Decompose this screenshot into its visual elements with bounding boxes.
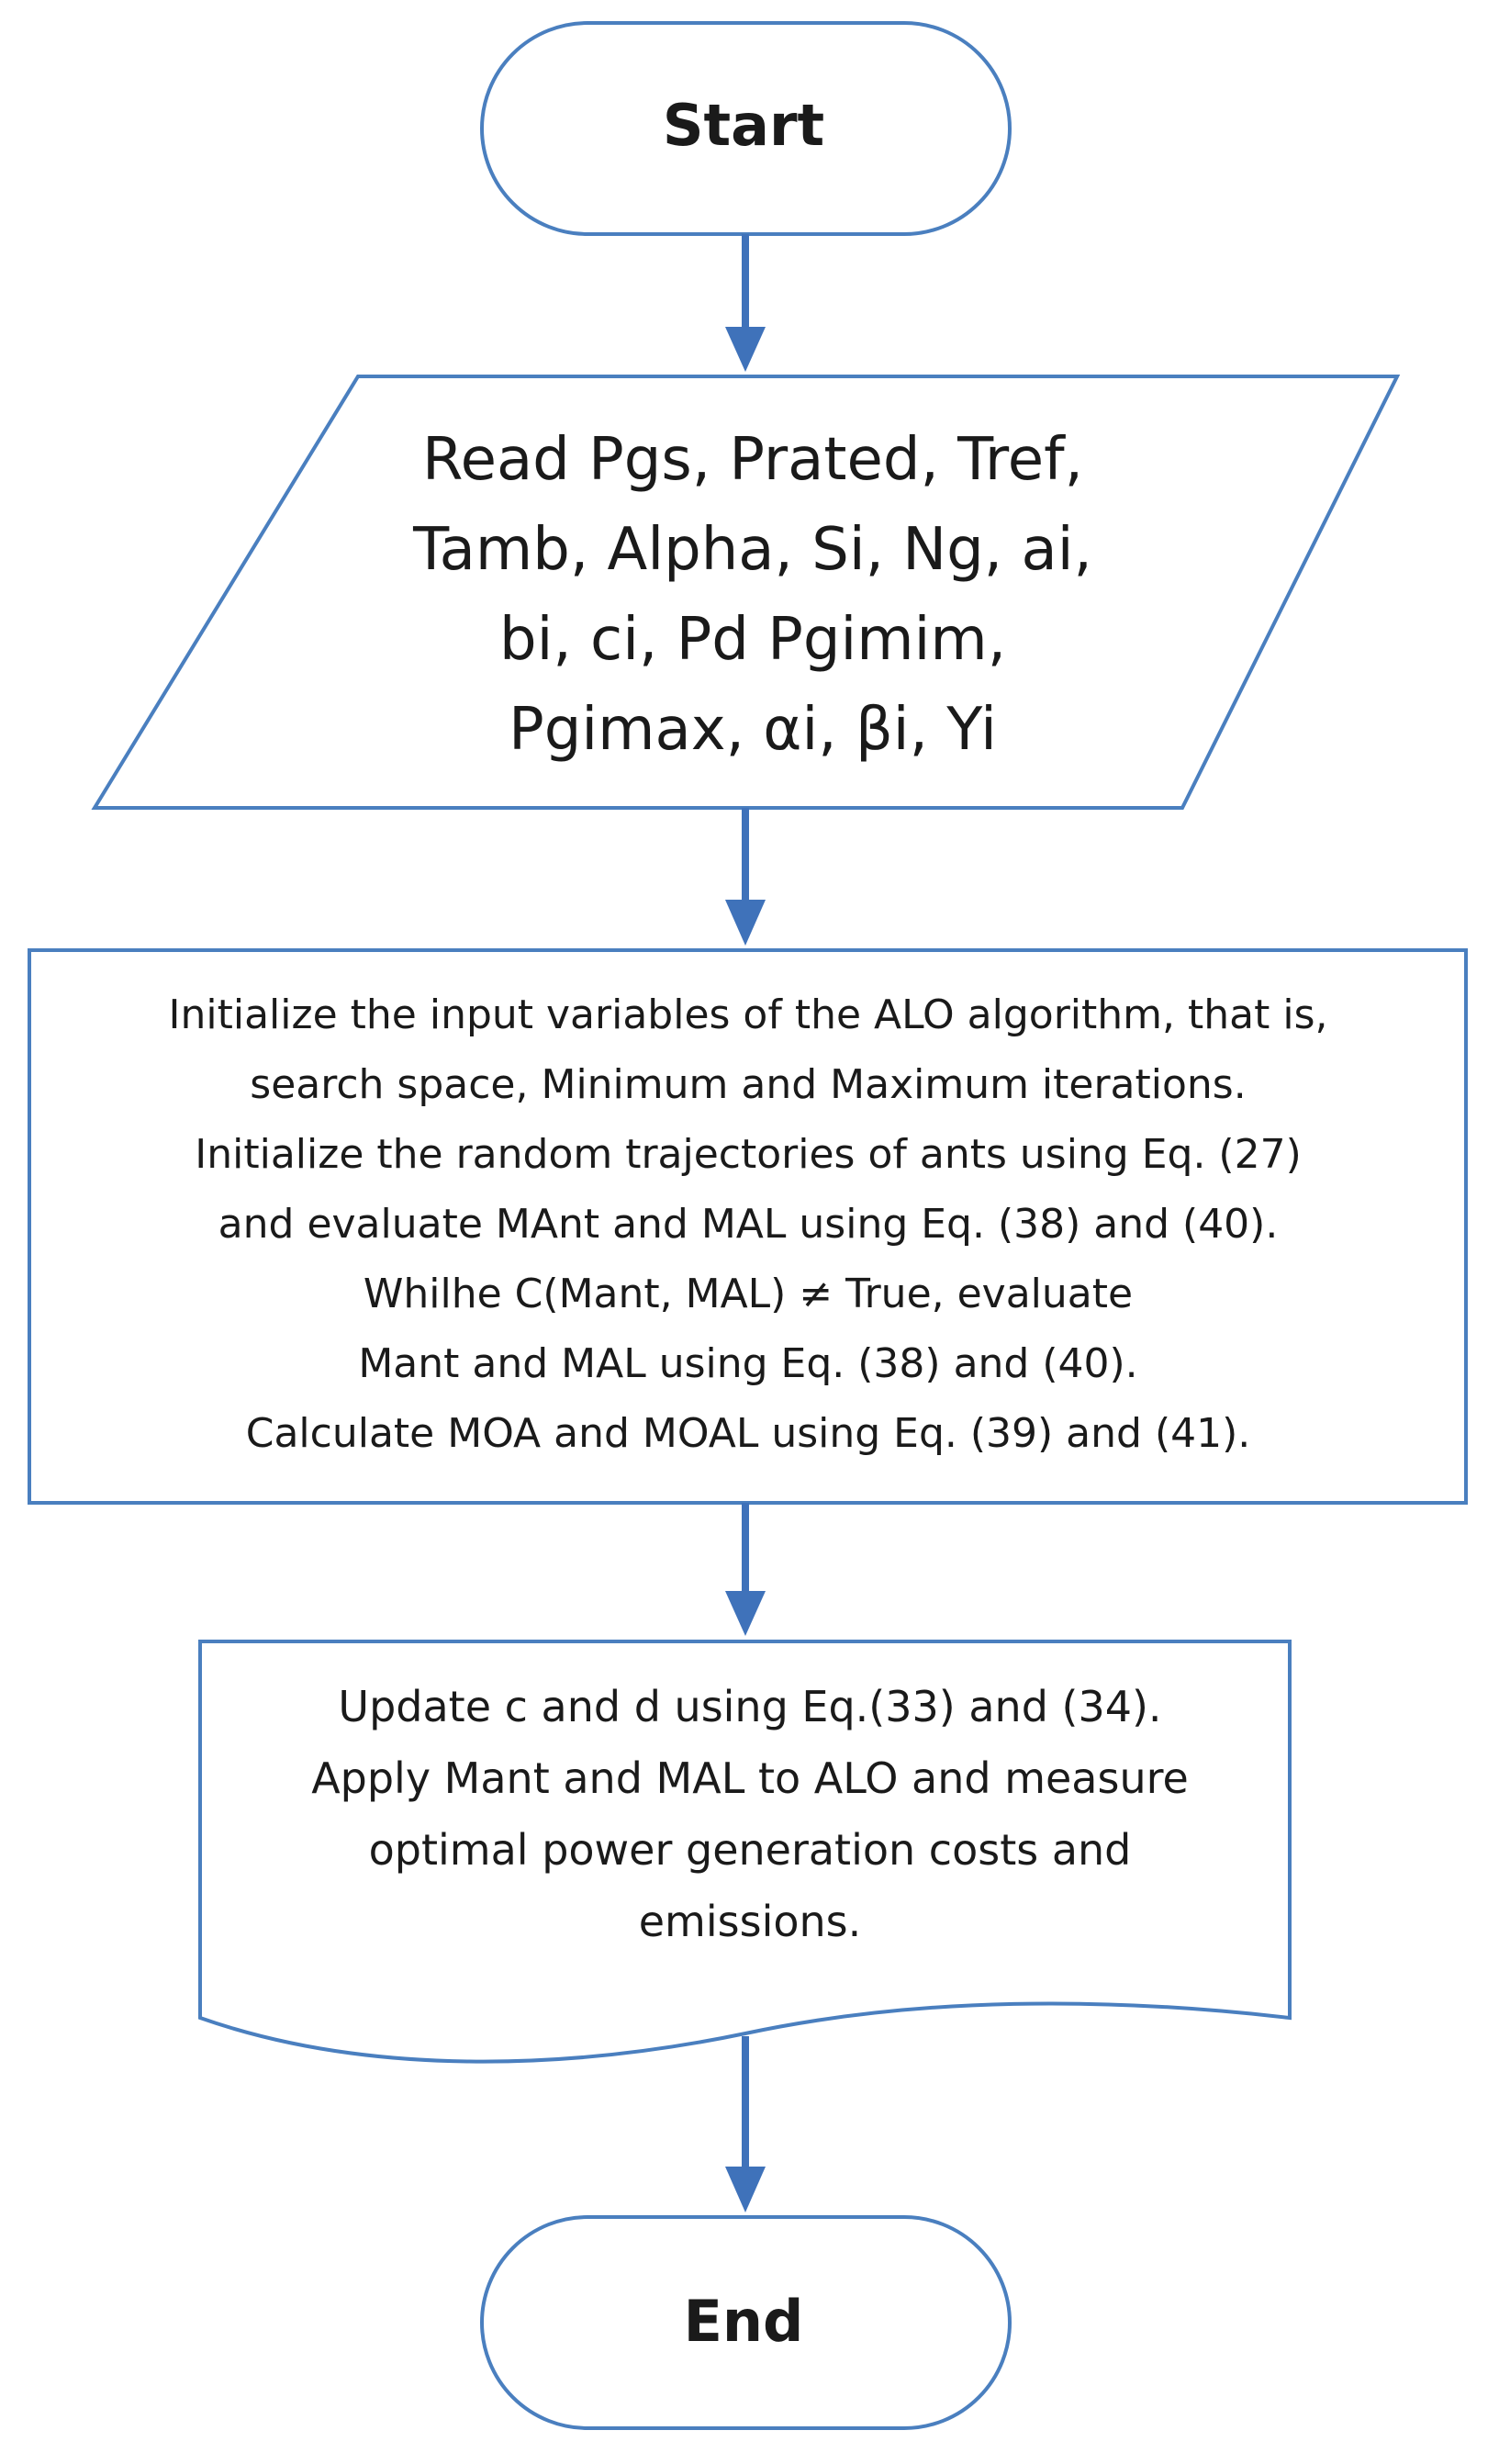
process-line: Initialize the input variables of the ALO algorithm, that is, — [168, 991, 1328, 1038]
output-line: Apply Mant and MAL to ALO and measure — [311, 1753, 1189, 1803]
process-line: search space, Minimum and Maximum iterations. — [250, 1061, 1247, 1108]
arrow-output-to-end — [725, 2036, 766, 2212]
input-line: Read Pgs, Prated, Tref, — [421, 426, 1084, 494]
start-label: Start — [662, 92, 825, 159]
input-line: Pgimax, αi, βi, Yi — [509, 696, 997, 764]
process-line: Initialize the random trajectories of ants using Eq. (27) — [195, 1131, 1302, 1178]
process-line: Mant and MAL using Eq. (38) and (40). — [358, 1340, 1138, 1387]
input-line: bi, ci, Pd Pgimim, — [498, 606, 1007, 674]
arrow-start-to-input — [725, 234, 766, 372]
arrow-process-to-output — [725, 1503, 766, 1636]
input-text — [248, 415, 1258, 775]
output-line: Update c and d using Eq.(33) and (34). — [338, 1682, 1162, 1731]
process-text — [37, 980, 1460, 1469]
output-text — [204, 1671, 1296, 1957]
output-line: emissions. — [638, 1897, 862, 1946]
process-line: Whilhe C(Mant, MAL) ≠ True, evaluate — [363, 1271, 1134, 1317]
arrow-input-to-process — [725, 808, 766, 946]
process-line: and evaluate MAnt and MAL using Eq. (38) and (40). — [218, 1201, 1279, 1248]
input-line: Tamb, Alpha, Si, Ng, ai, — [413, 516, 1092, 584]
end-label: End — [683, 2288, 804, 2355]
process-line: Calculate MOA and MOAL using Eq. (39) and (41). — [245, 1410, 1251, 1457]
output-line: optimal power generation costs and — [368, 1825, 1132, 1875]
